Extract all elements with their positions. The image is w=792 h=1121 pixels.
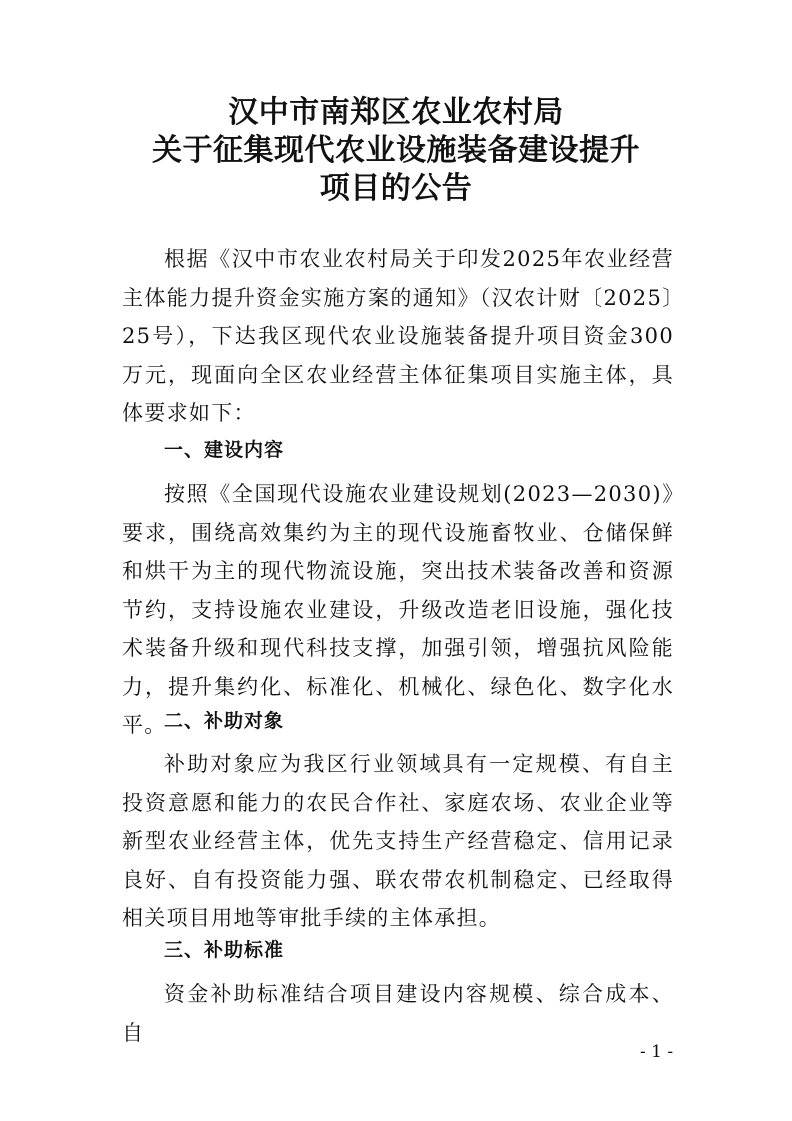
document-title-line-2: 关于征集现代农业设施装备建设提升 xyxy=(152,133,640,168)
section-heading-subsidy-standard: 三、补助标准 xyxy=(164,939,285,961)
section-text-subsidy-standard: 资金补助标准结合项目建设内容规模、综合成本、自 xyxy=(122,982,674,1045)
section-text-construction-content: 按照《全国现代设施农业建设规划(2023—2030)》要求，围绕高效集约为主的现代设施畜牧业、仓储保鲜和烘干为主的现代物流设施，突出技术装备改善和资源节约，支持设施农业建设，升级改造老旧设施，强化技术装备升级和现代科技支撑，加强引领，增强抗风险能力，提升集约化、标准化、机械化、绿色化、数字化水平。 xyxy=(122,482,674,737)
section-heading-construction-content: 一、建设内容 xyxy=(164,439,285,461)
document-title-line-3: 项目的公告 xyxy=(319,171,473,206)
section-text-subsidy-target: 补助对象应为我区行业领域具有一定规模、有自主投资意愿和能力的农民合作社、家庭农场、农业企业等新型农业经营主体，优先支持生产经营稳定、信用记录良好、自有投资能力强、联农带农机制稳定、已经取得相关项目用地等审批手续的主体承担。 xyxy=(122,752,674,930)
document-title-line-1: 汉中市南郑区农业农村局 xyxy=(228,95,564,130)
intro-paragraph: 根据《汉中市农业农村局关于印发2025年农业经营主体能力提升资金实施方案的通知》（汉农计财〔2025〕25号），下达我区现代农业设施装备提升项目资金300万元，现面向全区农业经营主体征集项目实施主体，具体要求如下： xyxy=(122,247,674,425)
page-number: - 1 - xyxy=(640,1042,674,1062)
section-heading-subsidy-target: 二、补助对象 xyxy=(164,710,285,732)
